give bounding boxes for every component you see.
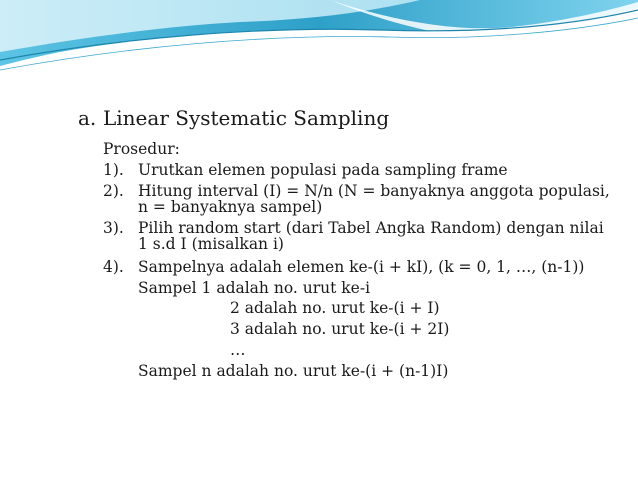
step-1-number: 1).	[103, 161, 124, 179]
step-1-text: Urutkan elemen populasi pada sampling frame	[138, 161, 508, 179]
step-4-number: 4).	[103, 258, 124, 276]
title-marker: a.	[78, 106, 97, 130]
sample-line-3: 3 adalah no. urut ke-(i + 2I)	[230, 320, 450, 338]
intro-text: Prosedur:	[103, 140, 180, 158]
title-text: Linear Systematic Sampling	[103, 106, 390, 130]
step-2-line-1: Hitung interval (I) = N/n (N = banyaknya anggota populasi,	[138, 182, 610, 200]
step-2-number: 2).	[103, 182, 124, 200]
sample-line-2: 2 adalah no. urut ke-(i + I)	[230, 299, 440, 317]
step-2-line-2: n = banyaknya sampel)	[138, 198, 323, 216]
sample-line-last: Sampel n adalah no. urut ke-(i + (n-1)I)	[138, 362, 449, 380]
step-3-line-1: Pilih random start (dari Tabel Angka Random) dengan nilai	[138, 219, 604, 237]
step-3-number: 3).	[103, 219, 124, 237]
step-4-text: Sampelnya adalah elemen ke-(i + kI), (k = 0, 1, …, (n-1))	[138, 258, 585, 276]
sample-line-1: Sampel 1 adalah no. urut ke-i	[138, 279, 371, 297]
step-3-line-2: 1 s.d I (misalkan i)	[138, 235, 284, 253]
sample-ellipsis: …	[230, 341, 246, 359]
